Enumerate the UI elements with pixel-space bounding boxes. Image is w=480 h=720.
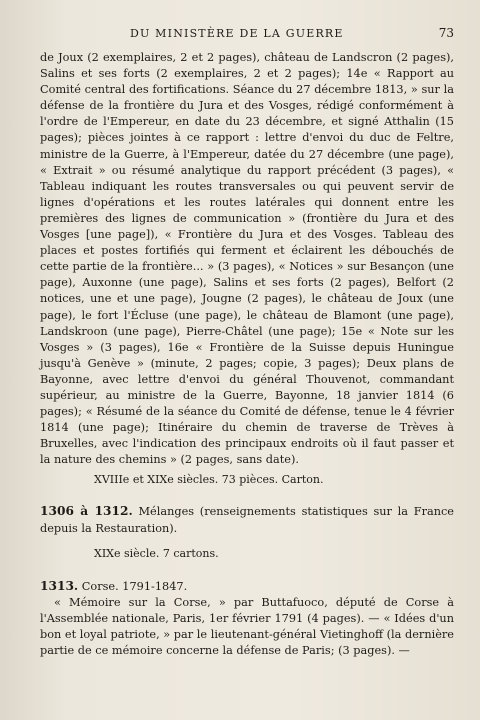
running-header	[40, 26, 454, 40]
continued-extent: XVIIIe et XIXe siècles. 73 pièces. Carton.	[94, 473, 324, 487]
entry-1313	[40, 578, 454, 659]
entry-reference: 1306 à 1312.	[40, 504, 133, 519]
entry-reference: 1313.	[40, 578, 79, 593]
continued-entry	[40, 50, 454, 468]
entry-description: « Mémoire sur la Corse, » par Buttafuoco, député de Corse à l'Assemblée nationale, Paris, 1er février 1791 (4 pages). — « Idées d'un bon et loyal patriote, » par le lieutenant-général Vietinghoff (la dernière partie de ce mémoire concerne la défense de Paris; (3 pages). —	[40, 595, 454, 657]
entry-title: Corse. 1791-1847.	[81, 579, 188, 593]
entry-description: Mélanges (renseignements statistiques sur la France depuis la Restauration).	[40, 505, 454, 535]
header-title: DU MINISTÈRE DE LA GUERRE	[130, 27, 344, 40]
entry-1306-1312	[40, 503, 454, 559]
continued-paragraph: de Joux (2 exemplaires, 2 et 2 pages), château de Landscron (2 pages), Salins et ses forts (2 exemplaires, 2 et 2 pages); 14e « Rapport au Comité central des fortifications. Séance du 27 décembre 1813, » sur la défense de la frontière du Jura et des Vosges, rédigé conformément à l'ordre de l'Empereur, en date du 23 décembre, et signé Atthalin (15 pages); pièces jointes à ce rapport : lettre d'envoi du duc de Feltre, ministre de la Guerre, à l'Empereur, datée du 27 décembre (une page), « Extrait » ou résumé analytique du rapport précédent (3 pages), « Tableau indiquant les routes transversales ou qui peuvent servir de lignes d'opérations et les routes latérales qui donnent entre les premières des lignes de communication » (frontière du Jura et des Vosges [une page]), « Frontière du Jura et des Vosges. Tableau des places et postes fortifiés qui ferment et éclairent les débouchés de cette partie de la frontière... » (3 pages), « Notices » sur Besançon (une page), Auxonne (une page), Salins et ses forts (2 pages), Belfort (2 notices, une et une page), Jougne (2 pages), le château de Joux (une page), le fort l'Écluse (une page), le château de Blamont (une page), Landskroon (une page), Pierre-Châtel (une page); 15e « Note sur les Vosges » (3 pages), 16e « Frontière de la Suisse depuis Huningue jusqu'à Genève » (minute, 2 pages; copie, 3 pages); Deux plans de Bayonne, avec lettre d'envoi du général Thouvenot, commandant supérieur, au ministre de la Guerre, Bayonne, 18 janvier 1814 (6 pages); « Résumé de la séance du Comité de défense, tenue le 4 février 1814 (une page); Itinéraire du chemin de traverse de Trèves à Bruxelles, avec l'indication des principaux endroits où il faut passer et la nature des chemins » (2 pages, sans date).	[40, 51, 454, 467]
entry-heading	[40, 503, 454, 536]
entry-extent: XIXe siècle. 7 cartons.	[94, 546, 219, 560]
page-number: 73	[438, 26, 454, 40]
entry-heading	[40, 578, 454, 595]
